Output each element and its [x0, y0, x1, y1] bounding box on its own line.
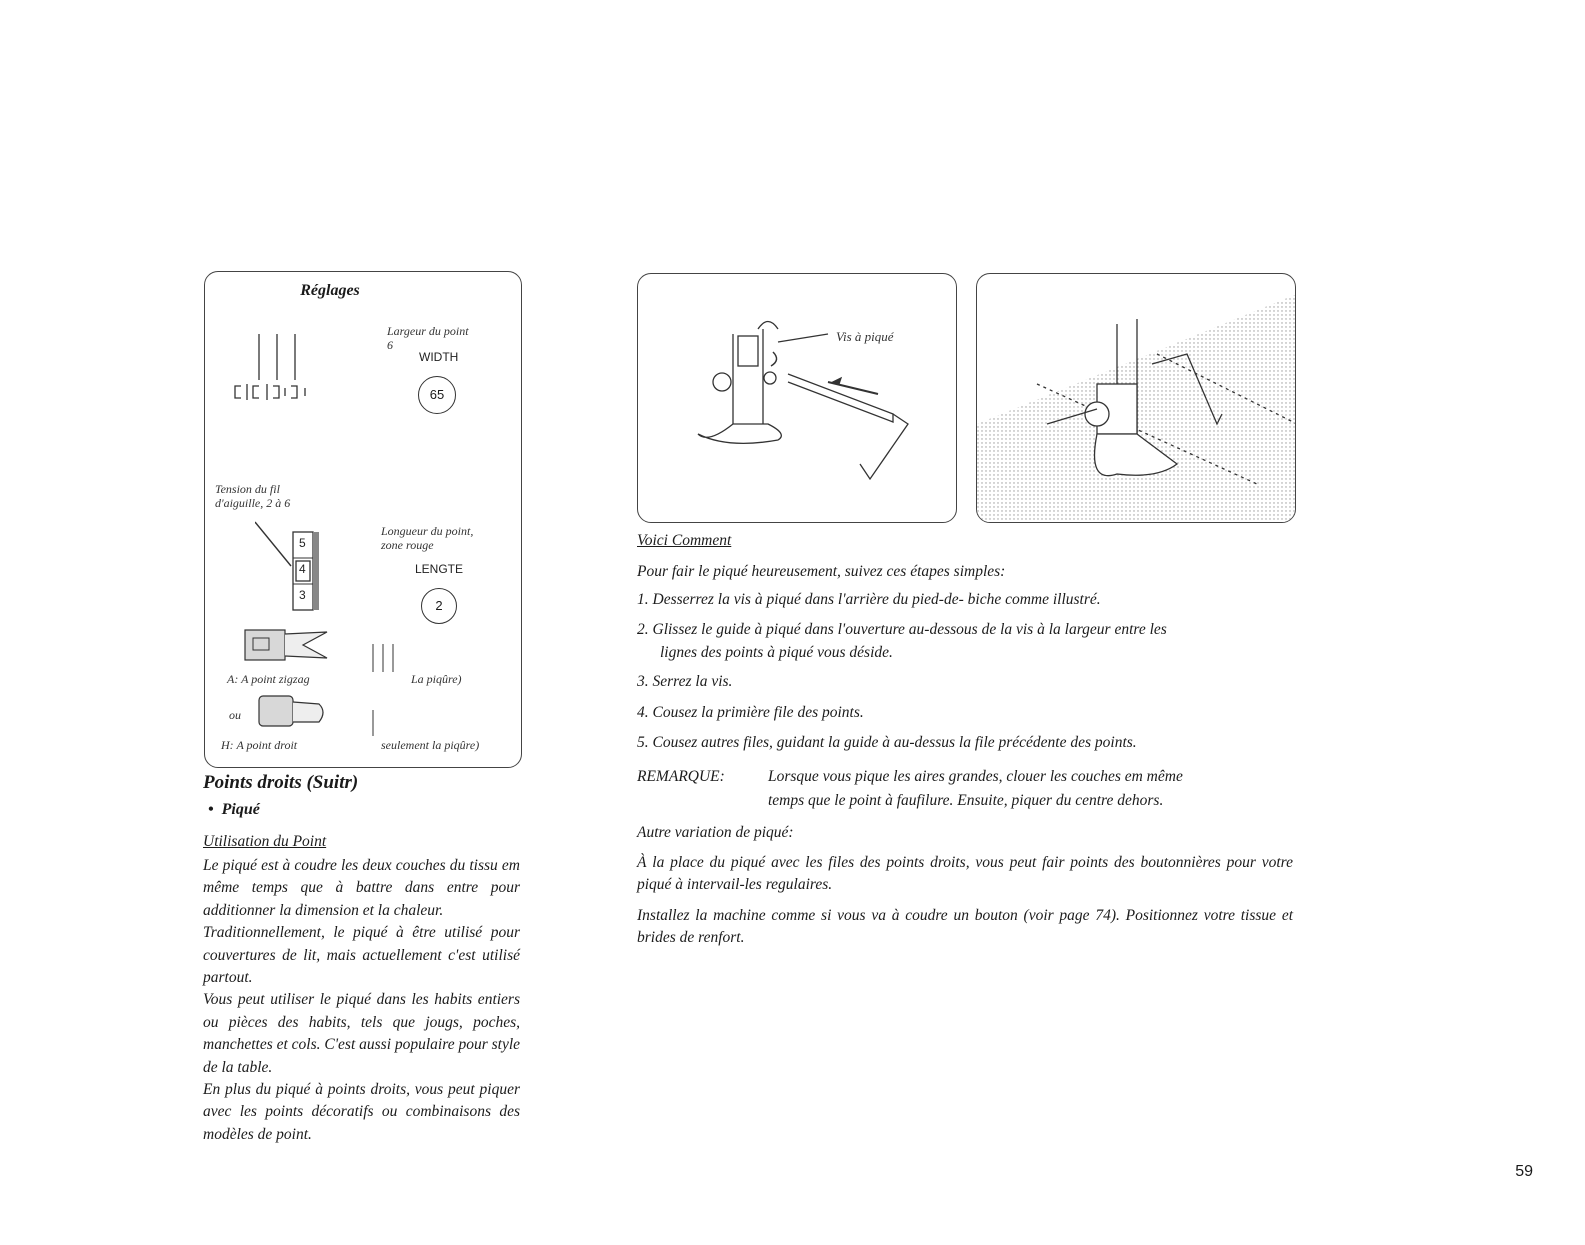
presser-foot-h-icon	[255, 694, 329, 728]
tension-value-5: 5	[299, 536, 306, 550]
usage-paragraph-1: Le piqué est à coudre les deux couches du tissu em même temps que à battre dans entre pour additionner la dimension et la chaleur.	[203, 857, 520, 919]
settings-box	[204, 271, 522, 768]
bullet-item	[208, 801, 260, 819]
stitch-a-pattern-icon	[365, 642, 405, 682]
width-dial-icon	[418, 376, 456, 414]
stitch-length-label-1: Longueur du point,	[381, 524, 474, 538]
bullet-label: Piqué	[221, 801, 260, 818]
usage-body	[203, 855, 520, 1146]
step-4: 4. Cousez la primière file des points.	[637, 704, 864, 721]
note-label: REMARQUE:	[637, 768, 725, 785]
width-dial-label: WIDTH	[419, 350, 459, 364]
install-text: Installez la machine comme si vous va à coudre un bouton (voir page 74). Positionnez votre tissue et brides de renfort.	[637, 907, 1293, 947]
usage-subheading: Utilisation du Point	[203, 833, 327, 850]
width-dial-value: 65	[429, 387, 445, 402]
stitch-width-value: 6	[387, 338, 393, 352]
foot-a-label: A: A point zigzag	[227, 672, 310, 686]
settings-title: Réglages	[300, 282, 360, 299]
length-dial-icon	[421, 588, 457, 624]
stitch-a-note: La piqûre)	[411, 672, 462, 686]
foot-h-label: H: A point droit	[221, 738, 298, 752]
usage-paragraph-2: Traditionnellement, le piqué à être utilisé pour couvertures de lit, mais actuellement c'est utilisé partout.	[203, 924, 520, 987]
stitch-pattern-icon	[223, 332, 323, 404]
tension-label-2: d'aiguille, 2 à 6	[215, 496, 291, 510]
usage-paragraph-4: En plus du piqué à points droits, vous peut piquer avec les points décoratifs ou combinaisons des modèles de point.	[203, 1081, 520, 1143]
length-dial-value: 2	[435, 598, 443, 613]
variation-text: À la place du piqué avec les files des points droits, vous peut fair points des boutonnières pour votre piqué à intervail-les regulaires.	[637, 854, 1293, 894]
howto-intro: Pour fair le piqué heureusement, suivez ces étapes simples:	[637, 563, 1006, 580]
note-line-1: Lorsque vous pique les aires grandes, clouer les couches em même	[768, 768, 1183, 785]
variation-title: Autre variation de piqué:	[637, 824, 794, 841]
stitch-h-note: seulement la piqûre)	[381, 738, 480, 752]
step-1: 1. Desserrez la vis à piqué dans l'arrière du pied-de- biche comme illustré.	[637, 591, 1101, 608]
presser-foot-screw-icon	[638, 274, 957, 523]
presser-foot-a-icon	[243, 628, 331, 662]
fabric-sewing-icon	[977, 274, 1296, 523]
step-2-continued: lignes des points à piqué vous déside.	[660, 644, 893, 661]
quilting-fabric-illustration	[976, 273, 1296, 523]
usage-paragraph-3: Vous peut utiliser le piqué dans les habits entiers ou pièces des habits, tels que jougs, poches, manchettes et cols. C'est aussi populaire pour style de la table.	[203, 991, 521, 1076]
stitch-length-label-2: zone rouge	[381, 538, 434, 552]
note-line-2: temps que le point à faufilure. Ensuite, piquer du centre dehors.	[768, 792, 1164, 809]
or-label: ou	[229, 708, 241, 722]
stitch-width-label: Largeur du point	[387, 324, 469, 338]
bullet-icon: •	[208, 801, 214, 818]
screw-callout: Vis à piqué	[836, 329, 894, 344]
tension-label-1: Tension du fil	[215, 482, 280, 496]
stitch-h-pattern-icon	[365, 708, 385, 738]
tension-value-4: 4	[299, 562, 306, 576]
step-5: 5. Cousez autres files, guidant la guide à au-dessus la file précédente des points.	[637, 734, 1137, 751]
section-heading: Points droits (Suitr)	[203, 772, 359, 793]
quilting-guide-illustration	[637, 273, 957, 523]
step-3: 3. Serrez la vis.	[637, 673, 733, 690]
tension-value-3: 3	[299, 588, 306, 602]
page-number: 59	[1515, 1163, 1533, 1180]
howto-subheading: Voici Comment	[637, 532, 732, 549]
length-dial-label: LENGTE	[415, 562, 464, 576]
step-2: 2. Glissez le guide à piqué dans l'ouverture au-dessous de la vis à la largeur entre les	[637, 621, 1167, 638]
